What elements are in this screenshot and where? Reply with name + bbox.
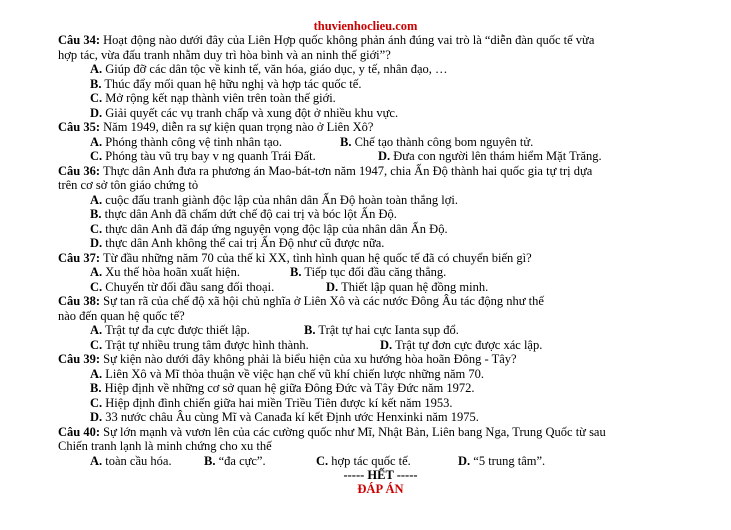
option-a: A. <box>90 453 103 468</box>
question-text: Chiến tranh lạnh là minh chứng cho xu thế <box>58 439 272 453</box>
option-a: A. cuộc đấu tranh giành độc lập của nhân dân Ấn Độ hoàn toàn thắng lợi. <box>90 192 458 207</box>
question-text: Hoạt động nào dưới đây của Liên Hợp quốc không phản ánh đúng vai trò là “diễn đàn quốc tế vừa <box>103 33 595 47</box>
question-34 <box>58 33 703 120</box>
question-text: hợp tác, vừa đấu tranh nhằm duy trì hòa bình và an ninh thế giới”? <box>58 47 391 62</box>
question-40 <box>58 425 703 469</box>
option-c: C. thực dân Anh đã đáp ứng nguyện vọng độc lập của nhân dân Ấn Độ. <box>90 221 448 236</box>
question-number: Câu 37: <box>58 250 101 265</box>
option-c: C. <box>90 149 103 163</box>
question-number: Câu 38: <box>58 294 101 308</box>
option-row: A. Trật tự đa cực được thiết lập. B. Trật tự hai cực Ianta sụp đổ. <box>90 323 459 337</box>
option-b: B. <box>204 453 216 468</box>
question-text: Thực dân Anh đưa ra phương án Mao-bát-tơn năm 1947, chia Ấn Độ thành hai quốc gia tự trị dựa <box>102 163 593 178</box>
option-a: A. <box>90 134 103 149</box>
option-b: B. thực dân Anh đã chấm dứt chế độ cai trị và bóc lột Ấn Độ. <box>90 207 397 221</box>
answer-heading: ĐÁP ÁN <box>357 481 404 496</box>
question-text: Sự lớn mạnh và vươn lên của các cường quốc như Mĩ, Nhật Bản, Liên bang Nga, Trung Quốc từ sau <box>103 424 606 439</box>
option-d: D. 33 nước châu Âu cùng Mĩ và Canađa kí kết Định ước Henxinki năm 1975. <box>90 410 479 424</box>
question-number: Câu 39: <box>58 352 101 366</box>
end-marker: ----- HẾT ----- <box>343 468 418 482</box>
option-c: C. Hiệp định đình chiến giữa hai miền Triều Tiên được kí kết năm 1953. <box>90 395 453 410</box>
option-c: C. Mở rộng kết nạp thành viên trên toàn thế giới. <box>90 91 336 105</box>
option-row: A. Phóng thành công vệ tinh nhân tạo. B. Chế tạo thành công bom nguyên tử. <box>90 134 534 149</box>
option-a: A. Liên Xô và Mĩ thỏa thuận về việc hạn chế vũ khí chiến lược những năm 70. <box>90 366 485 381</box>
option-a: A. <box>90 265 103 279</box>
question-list <box>58 33 703 496</box>
option-b: B. Thúc đẩy mối quan hệ hữu nghị và hợp tác quốc tế. <box>90 76 362 91</box>
option-row: C. Phóng tàu vũ trụ bay v ng quanh Trái Đất. D. Đưa con người lên thám hiểm Mặt Trăng. <box>90 149 602 163</box>
question-number: Câu 35: <box>58 120 101 134</box>
option-d: D. <box>380 337 393 352</box>
question-text: Sự tan rã của chế độ xã hội chủ nghĩa ở Liên Xô và các nước Đông Âu tác động như thế <box>103 294 544 308</box>
option-d: D. Giải quyết các vụ tranh chấp và xung đột ở nhiều khu vực. <box>90 105 399 120</box>
option-c: C. <box>90 279 103 294</box>
question-text: trên cơ sở tôn giáo chứng tỏ <box>58 178 199 192</box>
option-b: B. <box>304 323 316 337</box>
question-text: Năm 1949, diễn ra sự kiện quan trọng nào ở Liên Xô? <box>103 120 374 134</box>
option-b: B. <box>290 265 302 279</box>
option-row: C. Chuyển từ đối đầu sang đối thoại. D. Thiết lập quan hệ đồng minh. <box>90 279 489 294</box>
site-title: thuvienhoclieu.com <box>313 19 418 33</box>
option-d: D. <box>458 453 471 468</box>
question-38 <box>58 294 703 352</box>
option-c: C. <box>316 453 329 468</box>
question-39 <box>58 352 703 425</box>
question-37 <box>58 251 703 295</box>
option-row: A. toàn cầu hóa. B. “đa cực”. C. hợp tác quốc tế. D. “5 trung tâm”. <box>90 453 546 468</box>
option-row: C. Trật tự nhiều trung tâm được hình thành. D. Trật tự đơn cực được xác lập. <box>90 337 543 352</box>
option-d: D. <box>326 279 339 294</box>
question-36 <box>58 164 703 251</box>
question-number: Câu 40: <box>58 424 101 439</box>
option-c: C. <box>90 337 103 352</box>
option-row: A. Xu thế hòa hoãn xuất hiện. B. Tiếp tục đối đầu căng thẳng. <box>90 265 447 279</box>
question-35 <box>58 120 703 164</box>
question-text: Sự kiện nào dưới đây không phải là biểu hiện của xu hướng hòa hoãn Đông - Tây? <box>103 352 517 366</box>
option-d: D. <box>378 149 391 163</box>
option-b: B. <box>340 134 352 149</box>
question-text: Từ đầu những năm 70 của thế kỉ XX, tình hình quan hệ quốc tế đã có chuyển biến gì? <box>102 250 532 265</box>
question-text: nào đến quan hệ quốc tế? <box>58 308 185 323</box>
question-number: Câu 34: <box>58 33 101 47</box>
option-d: D. thực dân Anh không thể cai trị Ấn Độ như cũ được nữa. <box>90 236 385 250</box>
option-a: A. Giúp đỡ các dân tộc về kinh tế, văn hóa, giáo dục, y tế, nhân đạo, … <box>90 62 448 76</box>
question-number: Câu 36: <box>58 163 101 178</box>
option-a: A. <box>90 323 103 337</box>
option-b: B. Hiệp định về những cơ sở quan hệ giữa Đông Đức và Tây Đức năm 1972. <box>90 381 475 395</box>
